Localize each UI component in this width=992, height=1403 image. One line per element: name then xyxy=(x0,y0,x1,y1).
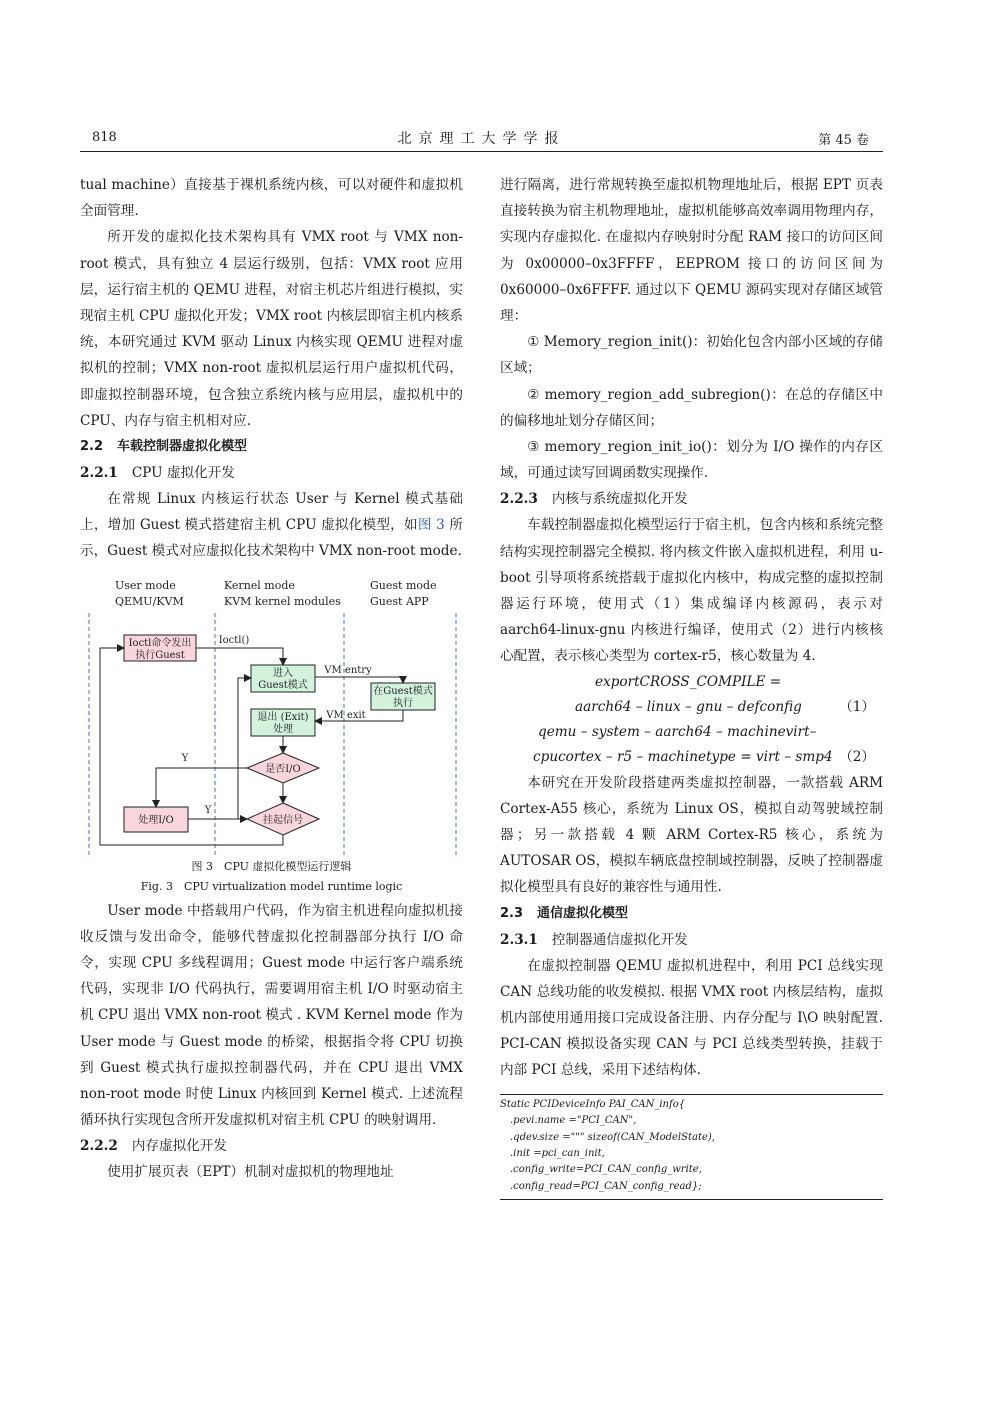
list-item: ① Memory_region_init()：初始化包含内部小区域的存储区域； xyxy=(500,334,883,377)
page-number: 818 xyxy=(92,130,117,145)
col-sub-guest: Guest APP xyxy=(370,594,429,608)
paragraph: 使用扩展页表（EPT）机制对虚拟机的物理地址 xyxy=(107,1164,394,1181)
equation-number: （2） xyxy=(839,748,875,765)
code-line: .init =pci_can_init, xyxy=(510,1147,605,1159)
label-enter-2: Guest模式 xyxy=(258,679,308,691)
label-exit-1: 退出 (Exit) xyxy=(257,711,309,723)
code-block xyxy=(500,1094,883,1200)
subsection-heading: 2.2.1 CPU 虚拟化开发 xyxy=(80,465,235,482)
paragraph: 本研究在开发阶段搭建两类虚拟控制器，一款搭载 ARM Cortex-A55 核心，系统为 Linux OS，模拟自动驾驶域控制器；另一款搭载 4 颗 ARM Cortex-R5 核心，系统为 AUTOSAR OS，模拟车辆底盘控制域控制器，反映了控制器虚拟化模型具有良好的兼容性与通用性. xyxy=(500,774,883,896)
equation-1-line-2: aarch64 – linux – gnu – defconfig （1） xyxy=(500,695,883,720)
equation-1-line-1: exportCROSS_COMPILE = xyxy=(595,673,782,690)
label-y1: Y xyxy=(181,752,189,764)
paragraph: tual machine）直接基于裸机系统内核，可以对硬件和虚拟机全面管理. xyxy=(80,177,463,220)
paragraph: 在虚拟控制器 QEMU 虚拟机进程中，利用 PCI 总线实现 CAN 总线功能的收发模拟. 根据 VMX root 内核层结构，虚拟机内部使用通用接口完成设备注册、内存分配与 I\O 映射配置. PCI-CAN 模拟设备实现 CAN 与 PCI 总线类型转换，挂载于内部 PCI 总线，采用下述结构体. xyxy=(500,957,883,1079)
right-column xyxy=(500,172,883,1200)
journal-title: 北京理工大学学报 xyxy=(397,131,566,147)
paragraph: User mode 中搭载用户代码，作为宿主机进程向虚拟机接收反馈与发出命令，能够代替虚拟化控制器部分执行 I/O 命令，实现 CPU 多线程调用；Guest mode 中运行客户端系统代码，实现非 I/O 代码执行，需要调用宿主机 I/O 时驱动宿主机 CPU 退出 VMX non-root 模式 . KVM Kernel mode 作为 User mode 与 Guest mode 的桥梁，根据指令将 CPU 切换到 Guest 模式执行虚拟控制器代码，并在 CPU 退出 VMX non-root mode 时使 Linux 内核回到 Kernel 模式. 上述流程循环执行实现包含所开发虚拟机对宿主机 CPU 的映射调用. xyxy=(80,902,463,1129)
list-item: ③ memory_region_init_io()：划分为 I/O 操作的内存区域，可通过读写回调函数实现操作. xyxy=(500,439,883,482)
col-label-kernel: Kernel mode xyxy=(224,578,295,592)
col-sub-user: QEMU/KVM xyxy=(115,594,184,608)
label-handle-io: 处理I/O xyxy=(138,814,174,826)
label-is-io: 是否I/O xyxy=(265,763,301,775)
paragraph: 进行隔离，进行常规转换至虚拟机物理地址后，根据 EPT 页表直接转换为宿主机物理地址，虚拟机能够高效率调用物理内存，实现内存虚拟化. 在虚拟内存映射时分配 RAM 接口的访问区间为 0x00000–0x3FFFF，EEPROM 接口的访问区间为 0x60000–0x6FFFF. 通过以下 QEMU 源码实现对存储区域管理： xyxy=(500,177,883,325)
figure-3 xyxy=(80,573,463,898)
label-y2: Y xyxy=(204,804,212,816)
label-exit-2: 处理 xyxy=(273,723,293,735)
page-header xyxy=(80,128,883,152)
paragraph: 在常规 Linux 内核运行状态 User 与 Kernel 模式基础上，增加 Guest 模式搭建宿主机 CPU 虚拟化模型，如图 3 所示，Guest 模式对应虚拟化技术架构中 VMX non-root mode. xyxy=(80,491,463,560)
label-ioctl-call: Ioctl() xyxy=(218,634,250,646)
section-heading: 2.3 通信虚拟化模型 xyxy=(500,905,629,921)
paragraph: 车载控制器虚拟化模型运行于宿主机，包含内核和系统完整结构实现控制器完全模拟. 将内核文件嵌入虚拟机进程，利用 u-boot 引导项将系统搭载于虚拟化内核中，构成完整的虚拟控制器运行环境，使用式（1）集成编译内核源码，表示对 aarch64-linux-gnu 内核进行编译，使用式（2）进行内核核心配置，表示核心类型为 cortex-r5，核心数量为 4. xyxy=(500,517,883,665)
list-item: ② memory_region_add_subregion()：在总的存储区中的偏移地址划分存储区间； xyxy=(500,386,883,429)
figure-link[interactable]: 图 3 xyxy=(417,517,445,534)
equation-number: （1） xyxy=(839,698,875,715)
subsection-heading: 2.2.2 内存虚拟化开发 xyxy=(80,1138,227,1155)
label-enter-1: 进入 xyxy=(273,667,293,679)
equation-2-line-2: cpucortex – r5 – machinetype = virt – smp4 （2） xyxy=(500,745,883,770)
label-guest-1: 在Guest模式 xyxy=(373,685,433,697)
col-label-guest: Guest mode xyxy=(370,578,437,592)
label-signal: 挂起信号 xyxy=(263,814,303,826)
figure-caption-en: Fig. 3 CPU virtualization model runtime logic xyxy=(140,879,403,893)
paragraph: 所开发的虚拟化技术架构具有 VMX root 与 VMX non-root 模式，具有独立 4 层运行级别，包括：VMX root 应用层，运行宿主机的 QEMU 进程，对宿主机芯片组进行模拟，实现宿主机 CPU 虚拟化开发；VMX root 内核层即宿主机内核系统，本研究通过 KVM 驱动 Linux 内核实现 QEMU 进程对虚拟机的控制；VMX non-root 虚拟机层运行用户虚拟机代码，即虚拟控制器环境，包含独立系统内核与应用层，虚拟机中的 CPU、内存与宿主机相对应. xyxy=(80,229,463,429)
code-line: .qdev.size =""" sizeof(CAN_ModelState), xyxy=(510,1131,715,1143)
left-column xyxy=(80,172,463,1186)
label-vm-entry: VM entry xyxy=(324,664,372,676)
equation-2-line-1: qemu – system – aarch64 – machinevirt– xyxy=(538,723,817,740)
figure-caption-cn: 图 3 CPU 虚拟化模型运行逻辑 xyxy=(191,859,352,873)
label-vm-exit: VM exit xyxy=(326,709,366,721)
subsection-heading: 2.3.1 控制器通信虚拟化开发 xyxy=(500,931,688,948)
code-line: .pevi.name ="PCI_CAN", xyxy=(510,1115,637,1127)
code-line: Static PCIDeviceInfo PAI_CAN_info{ xyxy=(500,1098,686,1110)
flowchart xyxy=(80,573,463,898)
label-ioctl-2: 执行Guest xyxy=(135,649,185,661)
code-line: .config_write=PCI_CAN_config_write, xyxy=(510,1164,702,1176)
subsection-heading: 2.2.3 内核与系统虚拟化开发 xyxy=(500,491,688,508)
label-guest-2: 执行 xyxy=(393,697,413,709)
col-label-user: User mode xyxy=(115,578,176,592)
code-line: .config_read=PCI_CAN_config_read}; xyxy=(510,1180,702,1192)
section-heading: 2.2 车载控制器虚拟化模型 xyxy=(80,439,248,455)
volume-label: 第 45 卷 xyxy=(818,133,869,148)
col-sub-kernel: KVM kernel modules xyxy=(224,594,341,608)
label-ioctl-1: Ioctl命令发出 xyxy=(128,637,192,649)
